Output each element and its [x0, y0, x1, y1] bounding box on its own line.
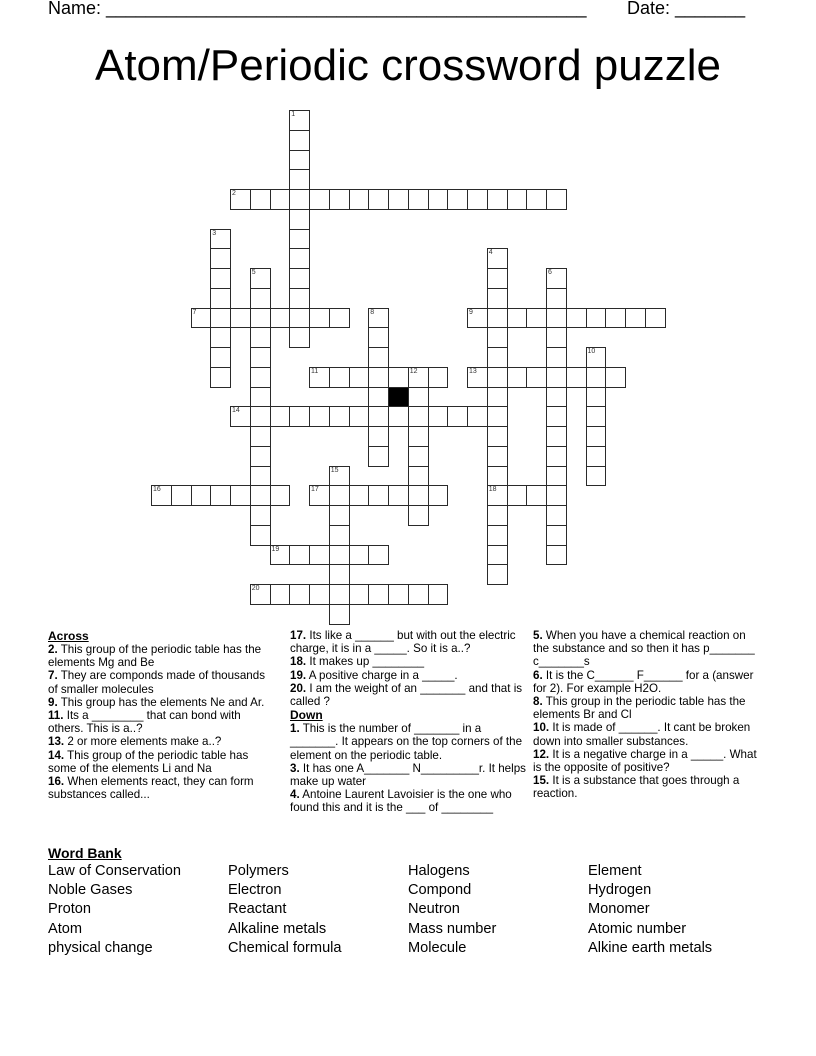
answer-cell[interactable] — [586, 406, 607, 427]
clue-number-label: 2 — [232, 190, 236, 197]
answer-cell[interactable] — [546, 347, 567, 368]
answer-cell[interactable] — [605, 308, 626, 329]
answer-cell[interactable] — [487, 426, 508, 447]
clue-text: It is a negative charge in a _____. What is the opposite of positive? — [533, 747, 757, 775]
clue-number-label: 3 — [212, 229, 217, 237]
answer-cell[interactable] — [289, 288, 310, 309]
word-bank-item: Neutron — [408, 901, 460, 918]
word-bank-item: Electron — [228, 882, 282, 899]
word-bank-column-4 — [588, 862, 712, 958]
answer-cell[interactable] — [408, 406, 429, 427]
answer-cell[interactable] — [309, 308, 330, 329]
clue-text: It makes up ________ — [309, 655, 425, 669]
answer-cell[interactable] — [408, 485, 429, 506]
answer-cell[interactable] — [586, 308, 607, 329]
word-bank-item: Polymers — [228, 863, 289, 879]
answer-cell[interactable] — [230, 308, 251, 329]
answer-cell[interactable] — [605, 367, 626, 388]
answer-cell[interactable] — [210, 229, 231, 250]
answer-cell[interactable] — [368, 308, 389, 329]
answer-cell[interactable] — [408, 584, 429, 605]
answer-cell[interactable] — [368, 446, 389, 467]
answer-cell[interactable] — [586, 347, 607, 368]
clue-number: 13. — [48, 735, 65, 749]
word-bank-item: Law of Conservation — [48, 863, 182, 879]
answer-cell[interactable] — [329, 406, 350, 427]
clue-number: 12. — [533, 747, 550, 761]
answer-cell[interactable] — [487, 327, 508, 348]
clue-number: 17. — [290, 629, 307, 642]
answer-cell[interactable] — [408, 367, 429, 388]
across-clue-list — [48, 643, 276, 801]
clue-item — [533, 669, 765, 695]
answer-cell[interactable] — [526, 308, 547, 329]
answer-cell[interactable] — [329, 308, 350, 329]
answer-cell[interactable] — [467, 308, 488, 329]
answer-cell[interactable] — [546, 288, 567, 309]
answer-cell[interactable] — [546, 189, 567, 210]
answer-cell[interactable] — [487, 367, 508, 388]
clue-item — [290, 682, 528, 708]
word-bank-item: Chemical formula — [228, 939, 342, 956]
word-bank-item: physical change — [48, 939, 153, 956]
clue-number-label: 7 — [192, 308, 197, 316]
word-bank-item: Atom — [48, 920, 83, 937]
clue-number-label: 6 — [548, 269, 552, 276]
answer-cell[interactable] — [151, 485, 172, 506]
answer-cell[interactable] — [467, 189, 488, 210]
answer-cell[interactable] — [487, 189, 508, 210]
clue-number-label: 11 — [311, 367, 319, 375]
answer-cell[interactable] — [250, 268, 271, 289]
answer-cell[interactable] — [210, 248, 231, 269]
answer-cell[interactable] — [586, 466, 607, 487]
answer-cell[interactable] — [447, 189, 468, 210]
answer-cell[interactable] — [487, 466, 508, 487]
clues-column-2 — [290, 629, 528, 815]
answer-cell[interactable] — [487, 308, 508, 329]
answer-cell[interactable] — [526, 485, 547, 506]
clue-number: 10. — [533, 721, 550, 735]
clue-number: 3. — [290, 761, 300, 775]
answer-cell[interactable] — [349, 485, 370, 506]
clue-text: Its like a ______ but with out the electric charge, it is in a _____. So it is a..? — [290, 629, 516, 656]
clue-number: 6. — [533, 668, 543, 682]
answer-cell[interactable] — [645, 308, 666, 329]
clue-number: 19. — [290, 668, 307, 682]
clues-column-3 — [533, 629, 765, 801]
answer-cell[interactable] — [309, 367, 330, 388]
answer-cell[interactable] — [428, 406, 449, 427]
word-bank-item: Element — [588, 863, 642, 879]
answer-cell[interactable] — [210, 347, 231, 368]
answer-cell[interactable] — [250, 446, 271, 467]
word-bank-item: Reactant — [228, 901, 287, 918]
clue-number-label: 5 — [251, 269, 256, 276]
answer-cell[interactable] — [270, 189, 291, 210]
clue-text: This group in the periodic table has the elements Br and Cl — [533, 695, 746, 722]
answer-cell[interactable] — [309, 545, 330, 566]
answer-cell[interactable] — [289, 229, 310, 250]
answer-cell[interactable] — [368, 584, 389, 605]
answer-cell[interactable] — [250, 288, 271, 309]
answer-cell[interactable] — [171, 485, 192, 506]
answer-cell[interactable] — [487, 288, 508, 309]
answer-cell[interactable] — [487, 564, 508, 585]
word-bank-item: Proton — [48, 901, 91, 918]
word-bank-item: Mass number — [408, 920, 497, 937]
answer-cell[interactable] — [329, 545, 350, 566]
answer-cell[interactable] — [388, 367, 409, 388]
answer-cell[interactable] — [368, 367, 389, 388]
across-heading: Across — [48, 629, 89, 643]
answer-cell[interactable] — [546, 525, 567, 546]
clue-text: This group of the periodic table has the elements Mg and Be — [48, 643, 262, 670]
clue-number-label: 1 — [291, 111, 296, 118]
answer-cell[interactable] — [270, 308, 291, 329]
answer-cell[interactable] — [250, 387, 271, 408]
answer-cell[interactable] — [349, 545, 370, 566]
answer-cell[interactable] — [487, 248, 508, 269]
clue-item — [290, 629, 528, 655]
clue-item — [48, 709, 276, 735]
answer-cell[interactable] — [309, 584, 330, 605]
answer-cell[interactable] — [349, 406, 370, 427]
answer-cell[interactable] — [526, 367, 547, 388]
clue-item — [290, 788, 528, 814]
answer-cell[interactable] — [428, 189, 449, 210]
answer-cell[interactable] — [349, 189, 370, 210]
answer-cell[interactable] — [289, 327, 310, 348]
answer-cell[interactable] — [250, 584, 271, 605]
word-bank-item: Halogens — [408, 863, 470, 879]
answer-cell[interactable] — [329, 564, 350, 585]
word-bank-item: Molecule — [408, 939, 467, 956]
answer-cell[interactable] — [428, 485, 449, 506]
answer-cell[interactable] — [428, 584, 449, 605]
clue-number: 20. — [290, 681, 307, 695]
clue-text: This group of the periodic table has some of the elements Li and Na — [48, 748, 249, 775]
answer-cell[interactable] — [349, 367, 370, 388]
answer-cell[interactable] — [408, 505, 429, 526]
answer-cell[interactable] — [309, 189, 330, 210]
answer-cell[interactable] — [487, 505, 508, 526]
word-bank-item: Atomic number — [588, 920, 687, 937]
answer-cell[interactable] — [487, 347, 508, 368]
answer-cell[interactable] — [507, 189, 528, 210]
clue-text: When elements react, they can form substances called... — [48, 775, 254, 802]
clue-text: It is made of ______. It cant be broken down into smaller substances. — [533, 721, 751, 748]
answer-cell[interactable] — [546, 268, 567, 289]
answer-cell[interactable] — [210, 485, 231, 506]
answer-cell[interactable] — [546, 367, 567, 388]
answer-cell[interactable] — [526, 189, 547, 210]
clue-text: This is the number of _______ in a _______. It appears on the top corners of the element on the periodic table. — [290, 722, 523, 762]
clue-number: 16. — [48, 775, 65, 789]
answer-cell[interactable] — [546, 466, 567, 487]
answer-cell[interactable] — [289, 130, 310, 151]
clue-number: 4. — [290, 788, 300, 802]
answer-cell[interactable] — [408, 446, 429, 467]
clue-item — [48, 775, 276, 801]
answer-cell[interactable] — [467, 406, 488, 427]
word-bank-column-2 — [228, 862, 342, 958]
answer-cell[interactable] — [289, 150, 310, 171]
date-field-label: Date: _______ — [627, 0, 746, 18]
answer-cell[interactable] — [191, 485, 212, 506]
word-bank-column-3 — [408, 862, 496, 958]
answer-cell[interactable] — [250, 189, 271, 210]
answer-cell[interactable] — [507, 308, 528, 329]
answer-cell[interactable] — [250, 347, 271, 368]
answer-cell[interactable] — [566, 308, 587, 329]
clue-item — [533, 721, 765, 747]
clue-number-label: 8 — [370, 308, 375, 316]
clue-number-label: 10 — [587, 348, 596, 355]
clue-number-label: 14 — [232, 407, 240, 415]
clue-number-label: 16 — [153, 486, 161, 494]
answer-cell[interactable] — [250, 327, 271, 348]
clue-item — [533, 695, 765, 721]
answer-cell[interactable] — [289, 545, 310, 566]
answer-cell[interactable] — [487, 387, 508, 408]
answer-cell[interactable] — [487, 268, 508, 289]
clue-number-label: 12 — [409, 367, 418, 375]
answer-cell[interactable] — [546, 485, 567, 506]
answer-cell[interactable] — [230, 406, 251, 427]
clue-number: 11. — [48, 709, 64, 723]
answer-cell[interactable] — [388, 584, 409, 605]
across-clue-list-cont — [290, 629, 528, 708]
answer-cell[interactable] — [210, 288, 231, 309]
answer-cell[interactable] — [586, 426, 607, 447]
clue-number: 14. — [48, 748, 65, 762]
answer-cell[interactable] — [250, 367, 271, 388]
clues-column-1 — [48, 629, 276, 801]
clue-number: 18. — [290, 655, 307, 669]
answer-cell[interactable] — [507, 367, 528, 388]
answer-cell[interactable] — [546, 446, 567, 467]
word-bank-item: Compond — [408, 882, 472, 899]
clue-item — [48, 696, 276, 709]
answer-cell[interactable] — [329, 525, 350, 546]
answer-cell[interactable] — [329, 604, 350, 625]
answer-cell[interactable] — [289, 209, 310, 230]
answer-cell[interactable] — [210, 268, 231, 289]
answer-cell[interactable] — [388, 189, 409, 210]
answer-cell[interactable] — [368, 189, 389, 210]
answer-cell[interactable] — [368, 347, 389, 368]
clue-number: 8. — [533, 695, 543, 709]
answer-cell[interactable] — [210, 308, 231, 329]
answer-cell[interactable] — [289, 110, 310, 131]
clue-number-label: 4 — [488, 249, 493, 257]
clue-number: 2. — [48, 643, 58, 656]
answer-cell[interactable] — [546, 545, 567, 566]
clue-number-label: 20 — [251, 585, 260, 592]
answer-cell[interactable] — [408, 189, 429, 210]
word-bank-column-1 — [48, 862, 181, 958]
answer-cell[interactable] — [546, 327, 567, 348]
answer-cell[interactable] — [289, 308, 310, 329]
answer-cell[interactable] — [210, 367, 231, 388]
clue-item — [533, 774, 765, 800]
answer-cell[interactable] — [566, 367, 587, 388]
answer-cell[interactable] — [586, 446, 607, 467]
answer-cell[interactable] — [250, 406, 271, 427]
answer-cell[interactable] — [487, 525, 508, 546]
answer-cell[interactable] — [467, 367, 488, 388]
answer-cell[interactable] — [250, 485, 271, 506]
answer-cell[interactable] — [289, 406, 310, 427]
clue-number-label: 17 — [311, 486, 319, 494]
answer-cell[interactable] — [250, 426, 271, 447]
answer-cell[interactable] — [270, 406, 291, 427]
answer-cell[interactable] — [487, 406, 508, 427]
answer-cell[interactable] — [250, 525, 271, 546]
answer-cell[interactable] — [250, 308, 271, 329]
clue-text: A positive charge in a _____. — [308, 668, 458, 682]
answer-cell[interactable] — [329, 367, 350, 388]
word-bank-heading: Word Bank — [48, 845, 122, 861]
clue-text: It is the C______ F______ for a (answer for 2). For example H2O. — [533, 668, 754, 695]
clue-item — [533, 748, 765, 774]
answer-cell[interactable] — [546, 426, 567, 447]
clue-item — [48, 735, 276, 748]
clue-text: They are componds made of thousands of smaller molecules — [48, 669, 265, 696]
answer-cell[interactable] — [289, 169, 310, 190]
answer-cell[interactable] — [546, 308, 567, 329]
clue-number: 15. — [533, 774, 550, 788]
clue-number: 7. — [48, 669, 58, 683]
answer-cell[interactable] — [230, 189, 251, 210]
answer-cell[interactable] — [408, 387, 429, 408]
word-bank-item: Noble Gases — [48, 882, 133, 899]
answer-cell[interactable] — [388, 485, 409, 506]
clue-item — [48, 669, 276, 695]
answer-cell[interactable] — [289, 189, 310, 210]
word-bank-item: Monomer — [588, 901, 650, 918]
clue-number-label: 19 — [271, 545, 280, 553]
word-bank-item: Alkaline metals — [228, 920, 327, 937]
answer-cell[interactable] — [546, 406, 567, 427]
answer-cell[interactable] — [546, 505, 567, 526]
answer-cell[interactable] — [250, 466, 271, 487]
clue-item — [290, 655, 528, 668]
answer-cell[interactable] — [368, 327, 389, 348]
clue-item — [48, 749, 276, 775]
answer-cell[interactable] — [368, 426, 389, 447]
clue-text: It has one A_______ N_________r. It helps make up water — [290, 761, 526, 789]
answer-cell[interactable] — [487, 485, 508, 506]
clue-item — [533, 629, 765, 669]
answer-cell[interactable] — [546, 387, 567, 408]
answer-cell[interactable] — [408, 466, 429, 487]
answer-cell[interactable] — [368, 387, 389, 408]
clue-number-label: 13 — [469, 367, 477, 375]
answer-cell[interactable] — [329, 584, 350, 605]
answer-cell[interactable] — [191, 308, 212, 329]
clue-text: 2 or more elements make a..? — [67, 735, 222, 749]
answer-cell[interactable] — [586, 367, 607, 388]
page-title: Atom/Periodic crossword puzzle — [94, 41, 721, 90]
answer-cell[interactable] — [289, 584, 310, 605]
clue-number-label: 15 — [330, 466, 339, 474]
answer-cell[interactable] — [507, 485, 528, 506]
clue-text: This group has the elements Ne and Ar. — [60, 695, 265, 709]
answer-cell[interactable] — [447, 406, 468, 427]
answer-cell[interactable] — [368, 485, 389, 506]
answer-cell[interactable] — [428, 367, 449, 388]
clue-number-label: 9 — [469, 308, 473, 316]
answer-cell[interactable] — [289, 268, 310, 289]
clue-text: It is a substance that goes through a reaction. — [533, 774, 740, 801]
answer-cell[interactable] — [270, 485, 291, 506]
clue-text: Its a ________ that can bond with others. This is a..? — [48, 709, 241, 736]
answer-cell[interactable] — [329, 505, 350, 526]
answer-cell[interactable] — [309, 485, 330, 506]
answer-cell[interactable] — [368, 545, 389, 566]
down-clue-list-cont — [533, 629, 765, 801]
clue-number-label: 18 — [488, 486, 497, 494]
clue-text: Antoine Laurent Lavoisier is the one who found this and it is the ___ of ________ — [290, 788, 512, 815]
answer-cell[interactable] — [368, 406, 389, 427]
clue-number: 5. — [533, 629, 543, 642]
answer-cell[interactable] — [487, 545, 508, 566]
answer-cell[interactable] — [487, 446, 508, 467]
answer-cell[interactable] — [408, 426, 429, 447]
answer-cell[interactable] — [329, 466, 350, 487]
answer-cell[interactable] — [586, 387, 607, 408]
down-heading: Down — [290, 708, 323, 723]
clue-text: I am the weight of an _______ and that is called ? — [290, 681, 523, 709]
clue-number: 9. — [48, 695, 58, 709]
answer-cell[interactable] — [625, 308, 646, 329]
answer-cell[interactable] — [349, 584, 370, 605]
answer-cell[interactable] — [329, 189, 350, 210]
down-clue-list — [290, 722, 528, 814]
answer-cell[interactable] — [388, 406, 409, 427]
black-square — [388, 387, 409, 408]
answer-cell[interactable] — [309, 406, 330, 427]
clue-item — [48, 643, 276, 669]
word-bank-item: Alkine earth metals — [588, 939, 713, 956]
answer-cell[interactable] — [270, 584, 291, 605]
answer-cell[interactable] — [250, 505, 271, 526]
answer-cell[interactable] — [289, 248, 310, 269]
clue-item — [290, 669, 528, 682]
answer-cell[interactable] — [329, 485, 350, 506]
name-field-label: Name: ________________________________________________ — [48, 0, 587, 18]
word-bank-item: Hydrogen — [588, 882, 652, 899]
answer-cell[interactable] — [270, 545, 291, 566]
clue-item — [290, 762, 528, 788]
clue-number: 1. — [290, 722, 300, 736]
clue-text: When you have a chemical reaction on the substance and so then it has p_______ c_______s — [533, 629, 755, 669]
clue-item — [290, 722, 528, 762]
answer-cell[interactable] — [210, 327, 231, 348]
answer-cell[interactable] — [230, 485, 251, 506]
